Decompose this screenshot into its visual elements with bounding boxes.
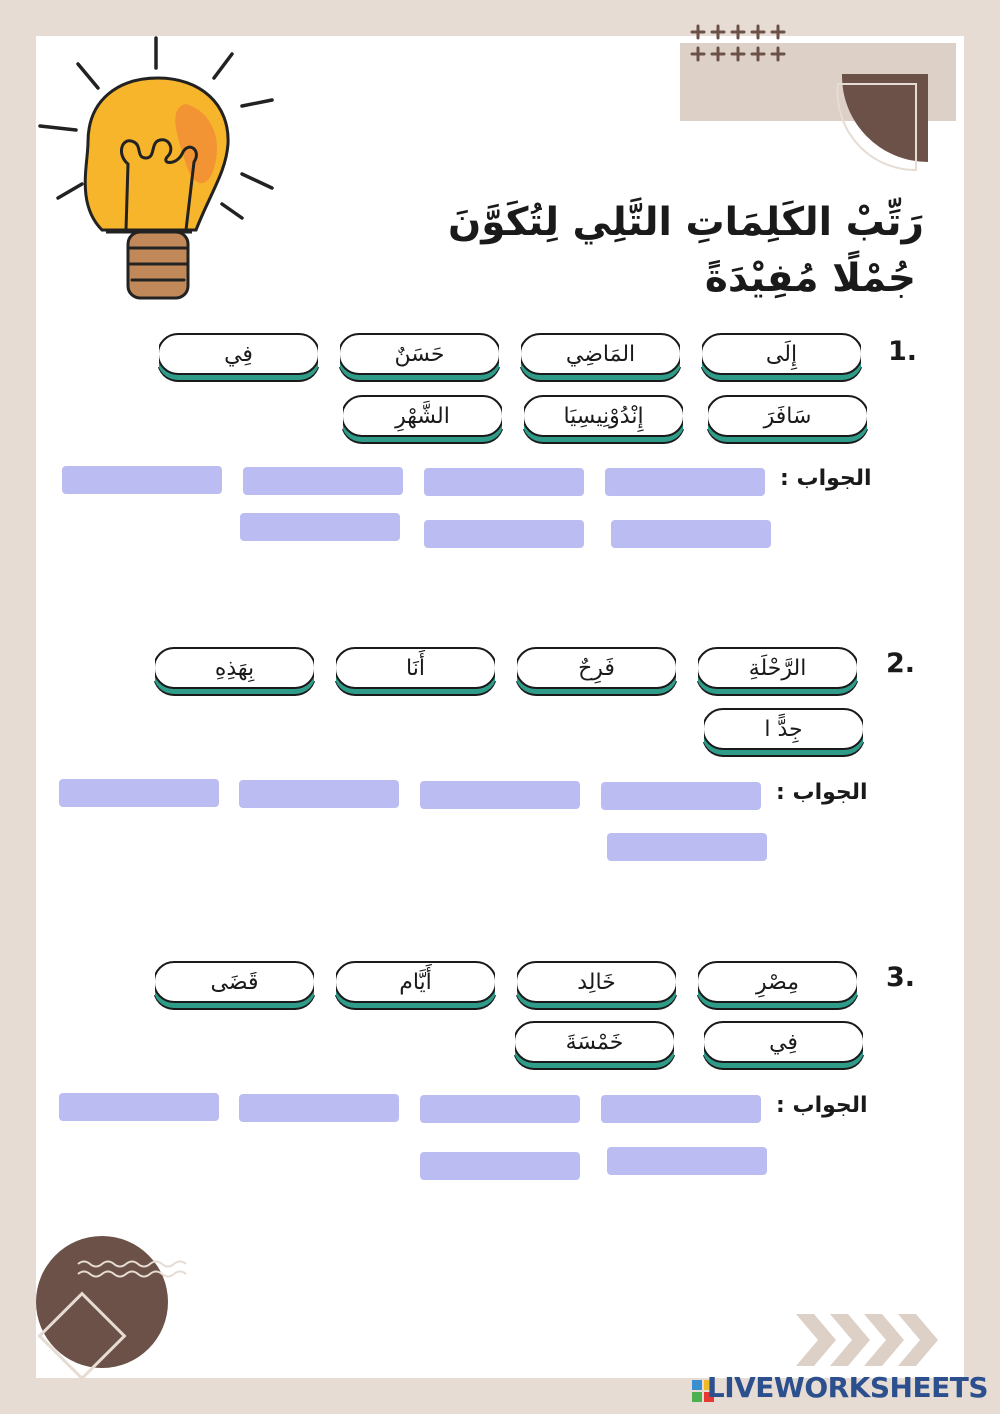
word-button[interactable]: قَضَى [153,961,316,1003]
word-button[interactable]: فَرِحٌ [515,647,678,689]
word-button[interactable]: فِي [157,333,320,375]
page-title-line-1: رَتِّبْ الكَلِمَاتِ التَّلِي لِتُكَوَّنَ [448,200,924,245]
word-button[interactable]: إِلَى [700,333,863,375]
word-button[interactable]: بِهَذِهِ [153,647,316,689]
answer-slot[interactable] [239,1094,399,1122]
answer-slot[interactable] [243,467,403,495]
question-number: 2. [886,648,916,679]
question-number: 1. [888,336,918,367]
word-button[interactable]: جِدًّ ا [702,708,865,750]
answer-slot[interactable] [605,468,765,496]
answer-slot[interactable] [59,1093,219,1121]
answer-slot[interactable] [424,468,584,496]
answer-slot[interactable] [424,520,584,548]
word-button[interactable]: مِصْرِ [696,961,859,1003]
lightbulb-icon [36,34,280,304]
brand-wordmark: LIVEWORKSHEETS [706,1371,988,1404]
answer-slot[interactable] [601,782,761,810]
answer-label: الجواب : [776,1093,868,1118]
answer-slot[interactable] [601,1095,761,1123]
word-button[interactable]: إِنْدُوْنِيسِيَا [522,395,685,437]
answer-slot[interactable] [607,1147,767,1175]
word-button[interactable]: أَيَّام [334,961,497,1003]
answer-label: الجواب : [776,780,868,805]
word-button[interactable]: حَسَنٌ [338,333,501,375]
answer-slot[interactable] [62,466,222,494]
word-button[interactable]: أَنَا [334,647,497,689]
answer-label: الجواب : [780,466,872,491]
answer-slot[interactable] [420,1095,580,1123]
answer-slot[interactable] [239,780,399,808]
word-button[interactable]: خَالِد [515,961,678,1003]
answer-slot[interactable] [59,779,219,807]
page-title-line-2: جُمْلًا مُفِيْدَةً [704,256,916,301]
answer-slot[interactable] [240,513,400,541]
word-button[interactable]: المَاضِي [519,333,682,375]
plus-pattern-icon [690,22,792,64]
word-button[interactable]: سَافَرَ [706,395,869,437]
chevron-arrows-icon [796,1312,946,1368]
answer-slot[interactable] [607,833,767,861]
quarter-circle-icon [836,72,932,174]
word-button[interactable]: الرَّحْلَةِ [696,647,859,689]
word-button[interactable]: الشَّهْرِ [341,395,504,437]
circle-diamond-icon [30,1234,202,1384]
word-button[interactable]: خَمْسَةَ [513,1021,676,1063]
question-number: 3. [886,962,916,993]
answer-slot[interactable] [611,520,771,548]
answer-slot[interactable] [420,781,580,809]
answer-slot[interactable] [420,1152,580,1180]
word-button[interactable]: فِي [702,1021,865,1063]
